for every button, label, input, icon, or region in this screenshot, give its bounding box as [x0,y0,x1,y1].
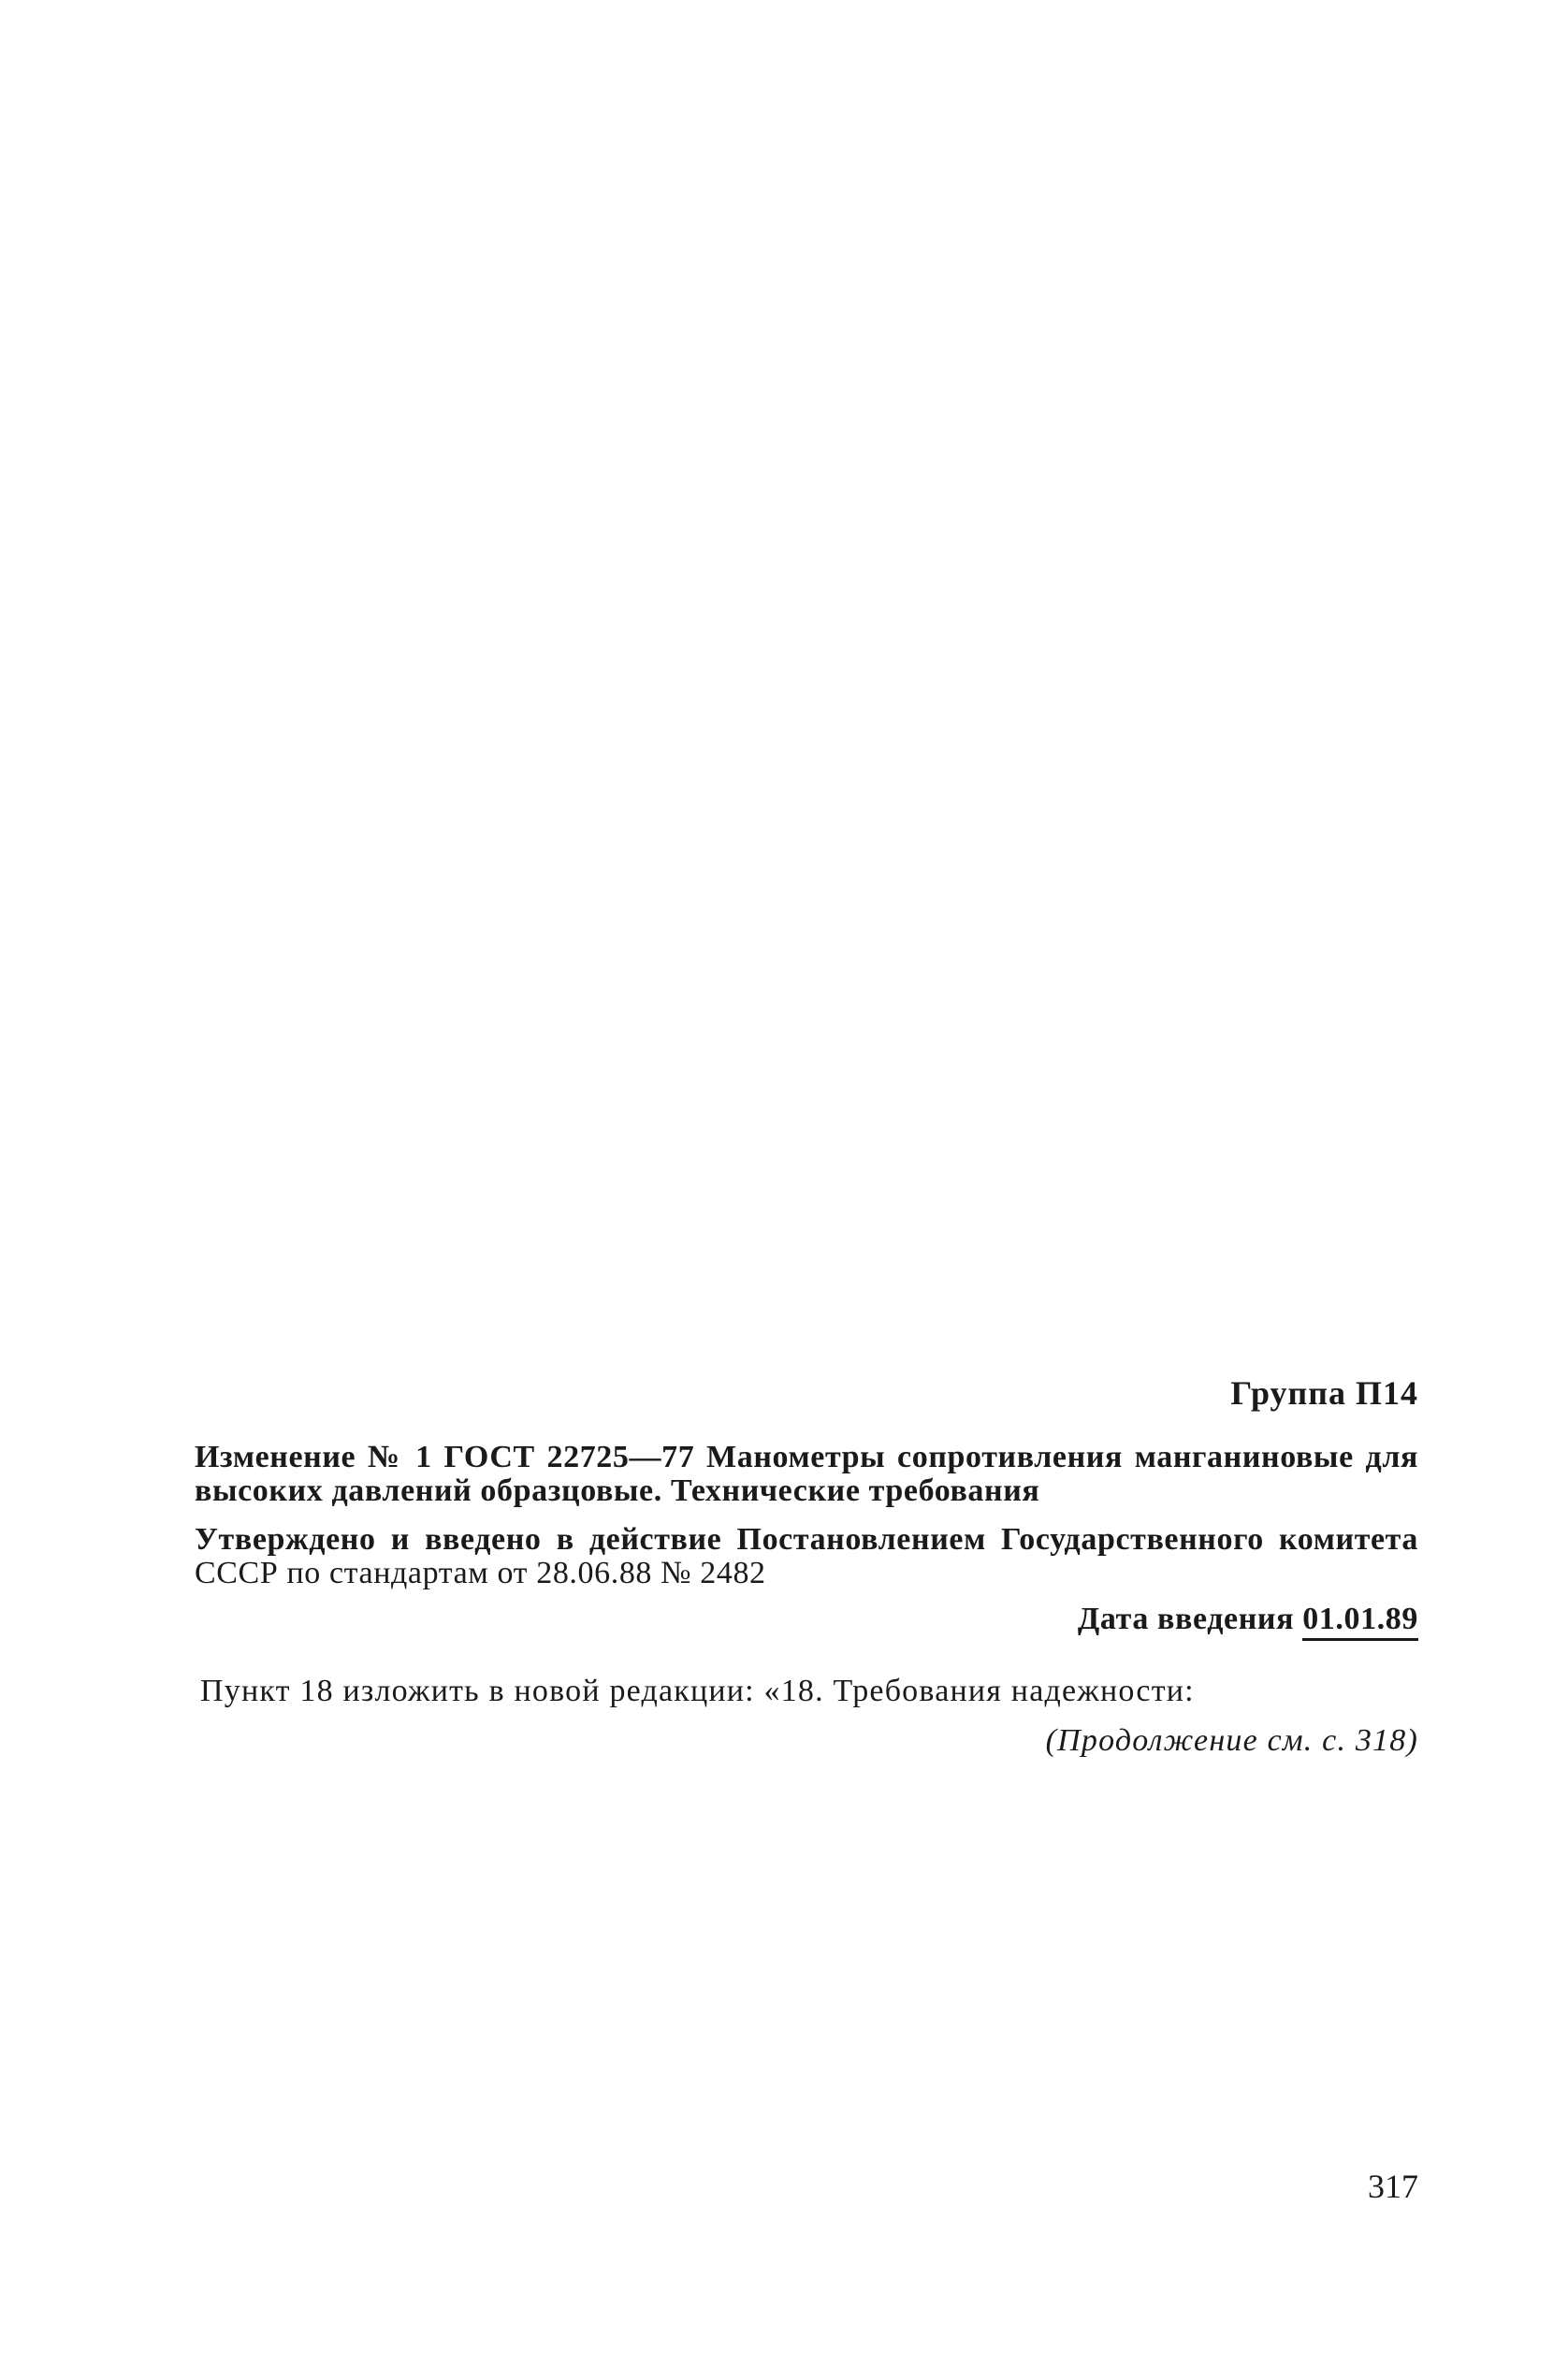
intro-date-label: Дата введения [1077,1602,1295,1636]
intro-date [1078,1602,1418,1637]
continuation-note: (Продолжение см. с. 318) [1045,1723,1418,1758]
approval-rest: СССР по стандартам от 28.06.88 № 2482 [195,1556,766,1590]
group-label: Группа П14 [1230,1374,1418,1412]
item-text: Пункт 18 изложить в новой редакции: «18. Требования надежности: [200,1674,1195,1708]
approval-lead: Утверждено и введено в действие Постановлением Государственного комитета [195,1522,1418,1557]
intro-date-value: 01.01.89 [1302,1602,1418,1641]
page-number: 317 [1368,2168,1418,2205]
approval-statement [195,1523,1418,1590]
change-title: Изменение № 1 ГОСТ 22725—77 Манометры сопротивления манганиновые для высоких давлений образцовые. Технические требования [195,1440,1418,1508]
